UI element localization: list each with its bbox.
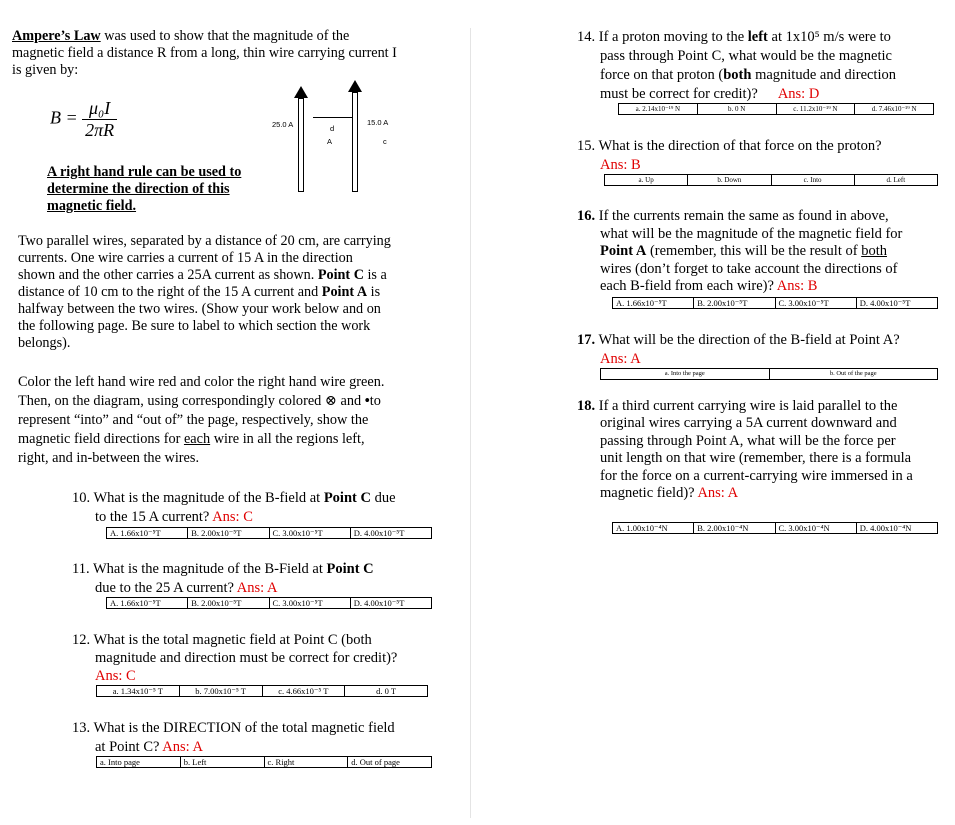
option-d[interactable]: d. 7.46x10⁻¹⁹ N xyxy=(855,104,934,115)
point-c-label: c xyxy=(383,137,387,146)
answer-text: Ans: A xyxy=(162,739,203,755)
option-d[interactable]: D. 4.00x10⁻⁴N xyxy=(856,523,937,534)
option-d[interactable]: d. 0 T xyxy=(345,686,428,697)
option-c[interactable]: c. 11.2x10⁻¹⁹ N xyxy=(776,104,855,115)
option-a[interactable]: a. 1.34x10⁻⁵ T xyxy=(97,686,180,697)
column-divider xyxy=(470,28,471,818)
out-of-page-icon: • xyxy=(364,393,370,409)
question-15: 15. What is the direction of that force on the proton? Ans: B xyxy=(577,137,947,175)
option-a[interactable]: A. 1.66x10⁻⁵T xyxy=(613,298,694,309)
question-10: 10. What is the magnitude of the B-field at Point C due to the 15 A current? Ans: C xyxy=(72,490,396,525)
option-b[interactable]: B. 2.00x10⁻⁴N xyxy=(694,523,775,534)
right-hand-rule-note: A right hand rule can be used to determine the direction of this magnetic field. xyxy=(47,164,242,214)
option-c[interactable]: c. 4.66x10⁻⁵ T xyxy=(262,686,345,697)
option-b[interactable]: b. Down xyxy=(688,175,771,186)
q18-options xyxy=(612,522,938,534)
option-c[interactable]: c. Right xyxy=(264,757,348,768)
answer-text: Ans: B xyxy=(776,278,818,294)
answer-text: Ans: C xyxy=(212,509,253,525)
q11-options xyxy=(106,597,432,609)
option-d[interactable]: d. Out of page xyxy=(348,757,432,768)
option-c[interactable]: C. 3.00x10⁻⁵T xyxy=(775,298,856,309)
point-a-label: A xyxy=(327,137,333,146)
q16-options xyxy=(612,297,938,309)
question-14: 14. If a proton moving to the left at 1x10⁵ m/s were to pass through Point C, what would be the magnetic force on that proton (both magnitude and direction must be correct for credit)? Ans: D xyxy=(577,29,896,102)
option-a[interactable]: a. Into the page xyxy=(601,369,770,380)
option-a[interactable]: A. 1.66x10⁻⁵T xyxy=(107,528,188,539)
answer-text: Ans: A xyxy=(600,351,641,367)
option-d[interactable]: D. 4.00x10⁻⁵T xyxy=(350,528,431,539)
option-a[interactable]: A. 1.00x10⁻⁴N xyxy=(613,523,694,534)
answer-text: Ans: B xyxy=(600,157,641,173)
answer-text: Ans: A xyxy=(697,485,739,502)
q10-options xyxy=(106,527,432,539)
option-a[interactable]: a. Into page xyxy=(97,757,181,768)
option-b[interactable]: B. 2.00x10⁻⁵T xyxy=(188,528,269,539)
option-b[interactable]: b. Out of the page xyxy=(769,369,938,380)
option-c[interactable]: c. Into xyxy=(771,175,854,186)
answer-text: Ans: C xyxy=(95,668,136,684)
intro-paragraph: Ampere’s Law was used to show that the magnitude of the magnetic field a distance R from a long, thin wire carrying current I is given by: xyxy=(12,28,397,78)
color-instructions: Color the left hand wire red and color the right hand wire green. Then, on the diagram, using correspondingly colored ⊗ and •to represent “into” and “out of” the page, respectively, show the magnetic field directions for each wire in all the regions left, right, and in-between the wires. xyxy=(18,374,385,466)
option-b[interactable]: b. Left xyxy=(180,757,264,768)
q12-options xyxy=(96,685,428,697)
right-wire xyxy=(352,92,358,192)
option-a[interactable]: a. 2.14x10⁻¹⁹ N xyxy=(619,104,698,115)
left-wire xyxy=(298,98,304,192)
option-a[interactable]: A. 1.66x10⁻⁵T xyxy=(107,598,188,609)
option-d[interactable]: d. Left xyxy=(854,175,937,186)
question-16: 16. If the currents remain the same as found in above, what will be the magnitude of the magnetic field for Point A (remember, this will be the result of both wires (don’t forget to take account the directions of each B-field from each wire)? Ans: B xyxy=(577,208,903,294)
question-18: 18. If a third current carrying wire is laid parallel to the original wires carrying a 5A current downward and passing through Point A, what will be the force per unit length on that wire (remember, there is a formula for the force on a current-carrying wire immersed in a magnetic field)? Ans: A xyxy=(577,398,913,502)
answer-text: Ans: A xyxy=(236,580,278,596)
question-11: 11. What is the magnitude of the B-Field at Point C due to the 25 A current? Ans: A xyxy=(72,561,374,596)
problem-setup: Two parallel wires, separated by a distance of 20 cm, are carrying currents. One wire carries a current of 15 A in the direction shown and the other carries a 25A current as shown. Point C is a distance of 10 cm to the right of the 15 A current and Point A is halfway between the two wires. (Show your work below and on the following page. Be sure to label to which section the work belongs). xyxy=(18,233,391,351)
amperes-law-title: Ampere’s Law xyxy=(12,28,101,44)
option-b[interactable]: B. 2.00x10⁻⁵T xyxy=(188,598,269,609)
into-page-icon: ⊗ xyxy=(324,393,337,409)
option-c[interactable]: C. 3.00x10⁻⁴N xyxy=(775,523,856,534)
option-b[interactable]: b. 7.00x10⁻⁵ T xyxy=(179,686,262,697)
question-17: 17. What will be the direction of the B-field at Point A? Ans: A xyxy=(577,331,947,369)
up-arrow-icon xyxy=(347,80,363,94)
question-12: 12. What is the total magnetic field at Point C (both magnitude and direction must be correct for credit)? Ans: C xyxy=(72,631,452,685)
b-field-formula: B = $\frac{\text{μ₀I}}{2\pi R}$ xyxy=(50,98,117,141)
question-13: 13. What is the DIRECTION of the total magnetic field at Point C? Ans: A xyxy=(72,720,395,755)
option-a[interactable]: a. Up xyxy=(605,175,688,186)
option-c[interactable]: C. 3.00x10⁻⁵T xyxy=(269,598,350,609)
option-d[interactable]: D. 4.00x10⁻⁵T xyxy=(856,298,937,309)
q13-options xyxy=(96,756,432,768)
q17-options xyxy=(600,368,938,380)
option-b[interactable]: B. 2.00x10⁻⁵T xyxy=(694,298,775,309)
q14-options xyxy=(618,103,934,115)
option-c[interactable]: C. 3.00x10⁻⁵T xyxy=(269,528,350,539)
separation-line xyxy=(313,117,353,118)
q15-options xyxy=(604,174,938,186)
up-arrow-icon xyxy=(293,86,309,100)
option-d[interactable]: D. 4.00x10⁻⁵T xyxy=(350,598,431,609)
answer-text: Ans: D xyxy=(777,86,820,102)
option-b[interactable]: b. 0 N xyxy=(697,104,776,115)
